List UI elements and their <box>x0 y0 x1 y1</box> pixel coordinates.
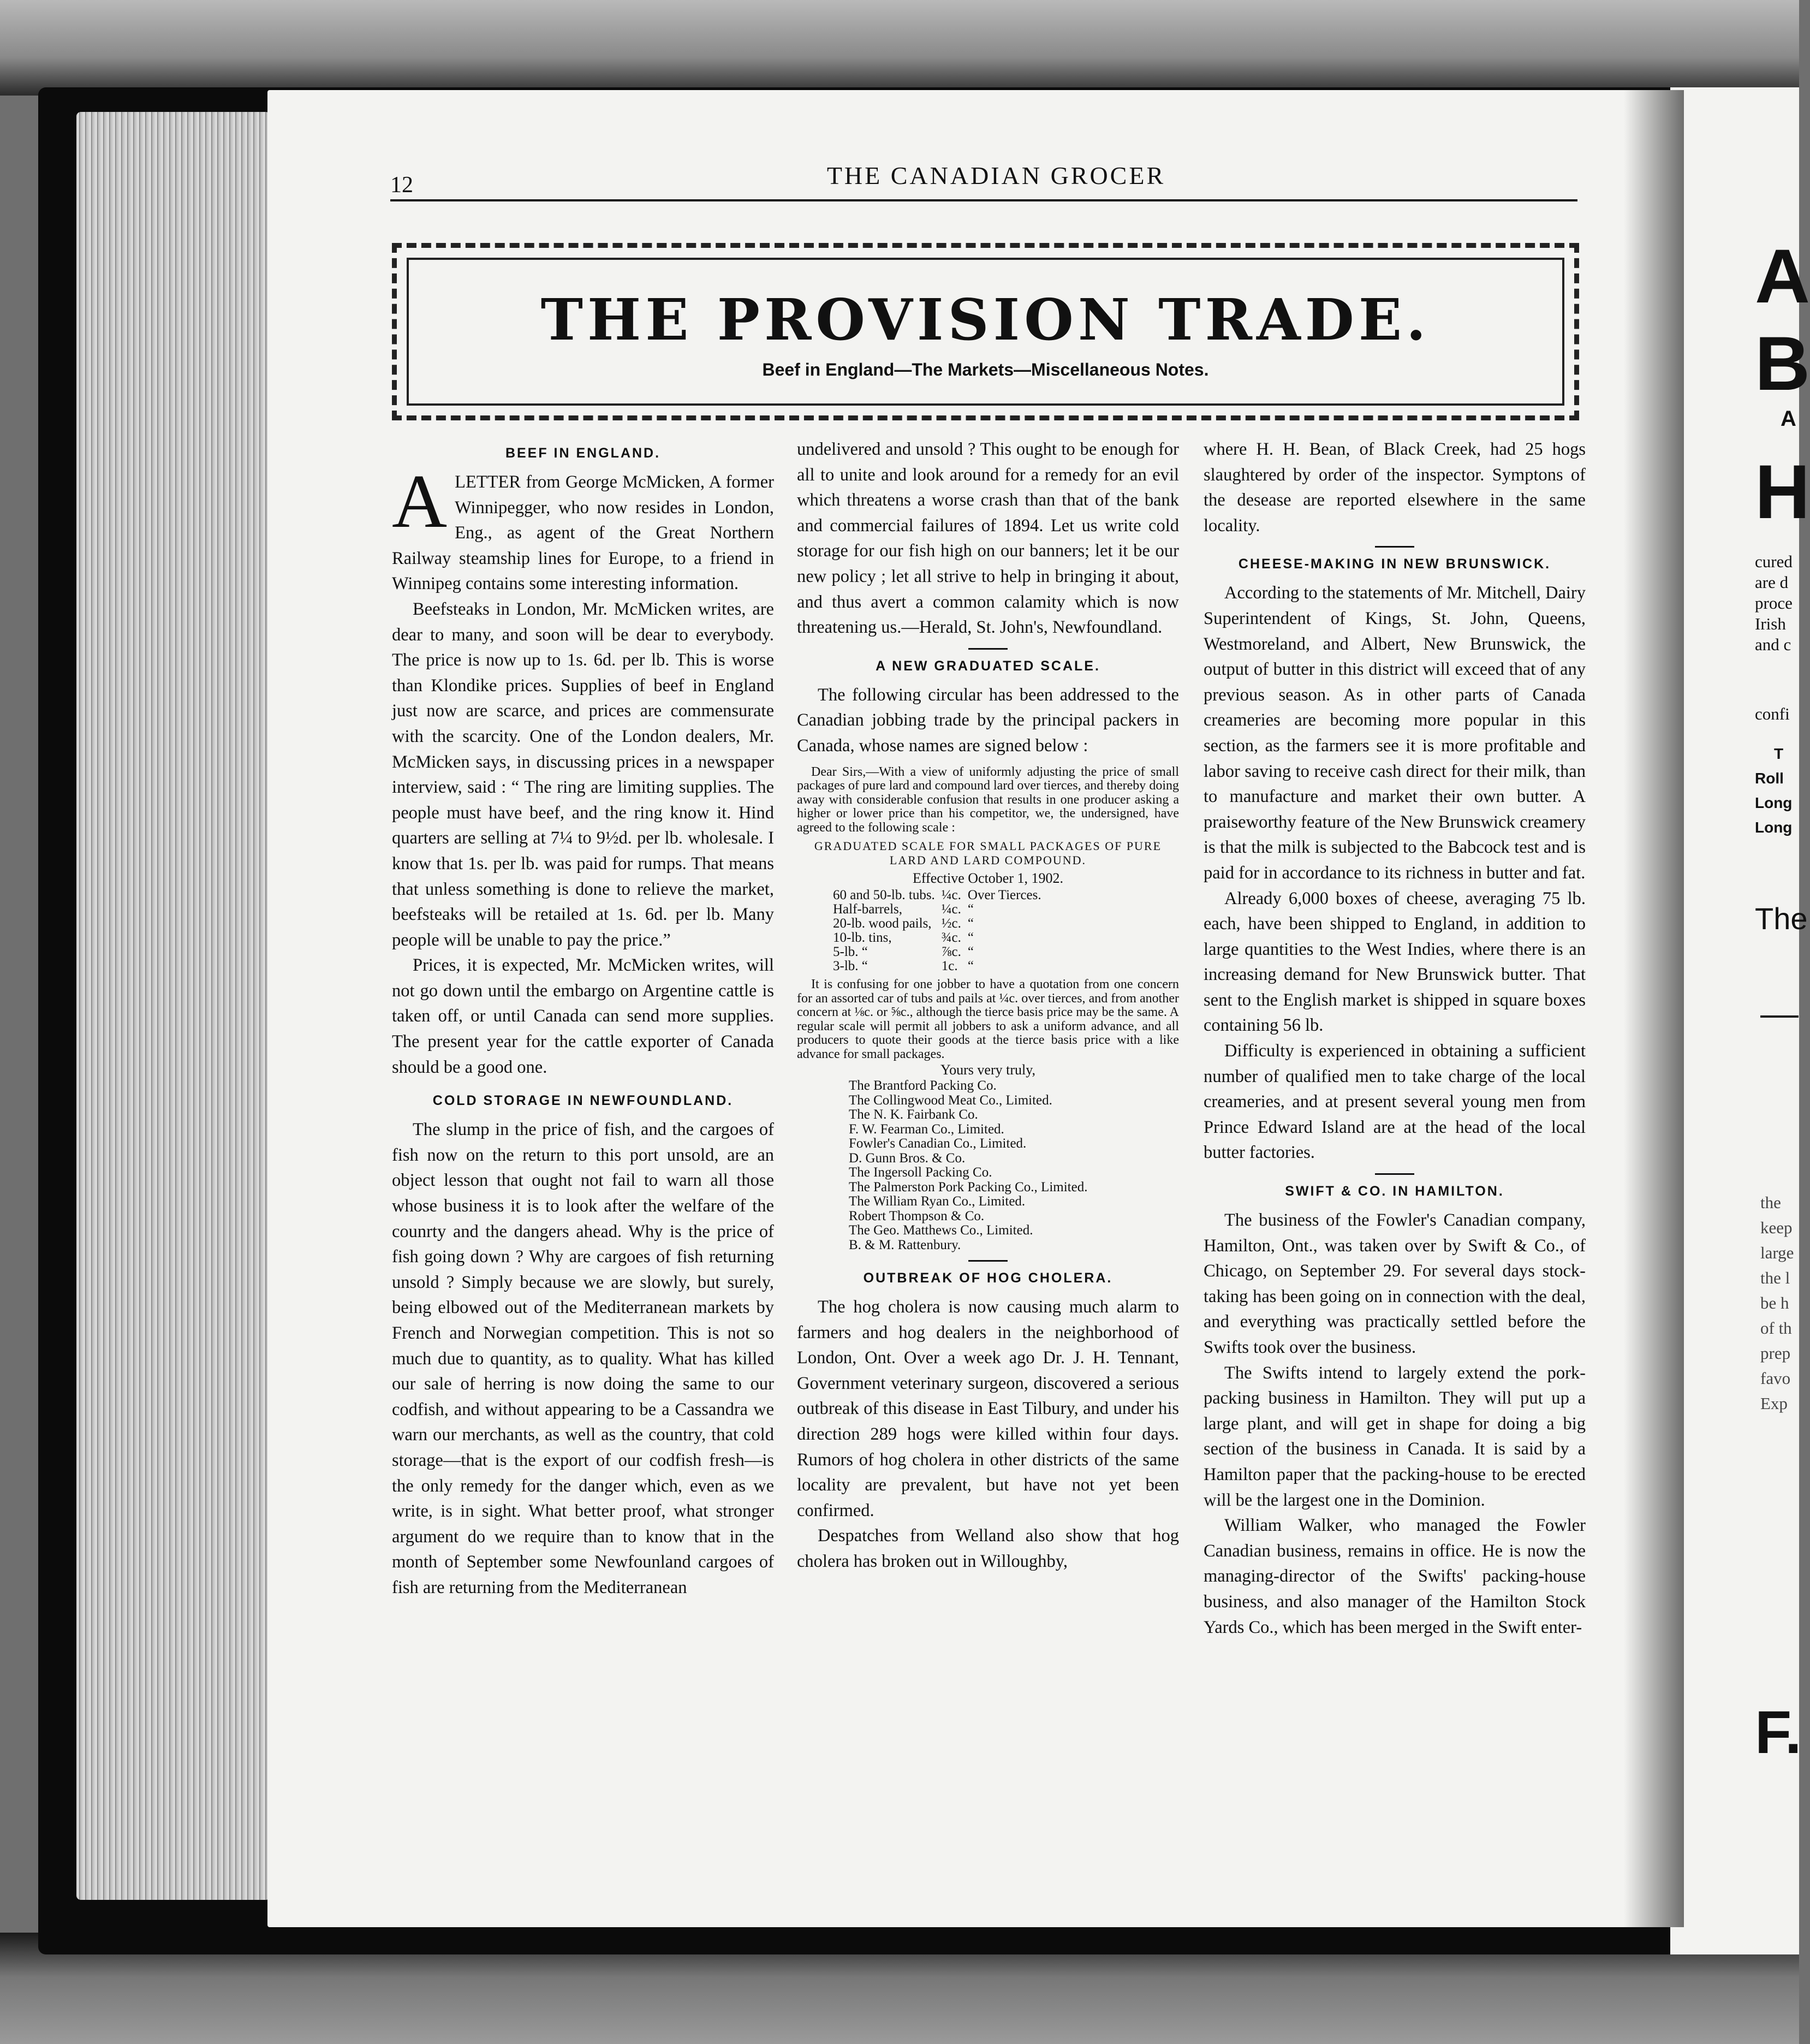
article-paragraph: The slump in the price of fish, and the cargoes of fish now on the return to this port unsold, are an object lesson that ought not fail to warn all those whose business it is to look after the welfare of the counrty and the dangers ahead. Why is the price of fish going down ? Why are cargoes of fish returning unsold ? Simply because we are slowly, but surely, being elbowed out of the Mediterranean markets by French and Norwegian competition. This is not so much due to quantity, as to quality. What has killed our sale of herring is now doing the same to our codfish, and without appearing to be a Cassandra we warn our merchants, as well as the country, that cold storage—that is the export of our codfish fresh—is the only remedy for the danger which, even as we write, is in sight. What better proof, what stronger argument do we require than to know that in the month of September some Newfounland cargoes of fish are returning from the Mediterranean <box>392 1120 774 1597</box>
page-edges <box>76 112 270 1900</box>
signer: The Collingwood Meat Co., Limited. <box>849 1092 1052 1108</box>
signer: The Ingersoll Packing Co. <box>849 1165 992 1180</box>
scale-cell-item: 5-lb. “ <box>833 944 868 960</box>
scale-cell-item: Half-barrels, <box>833 902 903 917</box>
article-paragraph: The Swifts intend to largely extend the pork-packing business in Hamilton. They will put up a large plant, and will get in shape for doing a big section of the business in Canada. It is said by a Hamilton paper that the packing-house to be erected will be the largest one in the Dominion. <box>1204 1363 1586 1510</box>
article-paragraph: Prices, it is expected, Mr. McMicken writes, will not go down until the embargo on Argentine cattle is taken off, or until Canada can send more supplies. The present year for the cattle exporter of Canada should be a good one. <box>392 955 774 1077</box>
spine-shadow <box>1624 90 1684 1927</box>
scale-cell-price: ½c. <box>941 916 961 931</box>
scale-row <box>830 917 1045 931</box>
section-divider <box>968 1260 1008 1262</box>
heading-swift-hamilton: SWIFT & CO. IN HAMILTON. <box>1285 1184 1504 1199</box>
scale-cell-item: 3-lb. “ <box>833 959 868 974</box>
facing-page-text: The <box>1755 901 1808 936</box>
section-divider <box>1375 1173 1414 1175</box>
signer: Robert Thompson & Co. <box>849 1208 985 1223</box>
signer: Fowler's Canadian Co., Limited. <box>849 1136 1027 1151</box>
banner-title: THE PROVISION TRADE. <box>540 286 1431 353</box>
scale-cell-note: Over Tierces. <box>967 888 1041 903</box>
facing-page-letter: B <box>1755 320 1810 406</box>
signer: The William Ryan Co., Limited. <box>849 1194 1026 1209</box>
facing-page-text: T <box>1774 745 1784 762</box>
paragraph-text: LETTER from George McMicken, A former Winnipegger, who now resides in London, Eng., as agent of the Great Northern Railway steamship lines for Europe, to a friend in Winnipeg contains some interesting information. <box>392 472 774 594</box>
scale-table-title: GRADUATED SCALE FOR SMALL PACKAGES OF PURE LARD AND LARD COMPOUND. <box>814 839 1162 867</box>
signer: The Geo. Matthews Co., Limited. <box>849 1223 1033 1238</box>
article-paragraph: The following circular has been addressed to the Canadian jobbing trade by the principal packers in Canada, whose names are signed below : <box>797 685 1179 756</box>
circular-letter <box>797 765 1179 835</box>
heading-beef-in-england: BEEF IN ENGLAND. <box>505 445 661 461</box>
signer: The N. K. Fairbank Co. <box>849 1107 978 1122</box>
article-paragraph: William Walker, who managed the Fowler Canadian business, remains in office. He is now the managing-director of the Swifts' packing-house business, and also manager of the Hamilton Stock Yards Co., which has been merged in the Swift enter- <box>1204 1516 1586 1637</box>
scale-row <box>830 945 1045 959</box>
scale-cell-price: ¾c. <box>941 930 961 946</box>
heading-cold-storage: COLD STORAGE IN NEWFOUNDLAND. <box>432 1093 734 1109</box>
scale-cell-note: “ <box>967 944 974 960</box>
article-paragraph: Despatches from Welland also show that hog cholera has broken out in Willoughby, <box>797 1526 1179 1571</box>
scale-cell-note: “ <box>967 959 974 974</box>
column-1 <box>392 437 774 1867</box>
facing-page-text: Long <box>1755 794 1793 811</box>
section-divider <box>968 648 1008 650</box>
scanner-background-top <box>0 0 1799 96</box>
heading-hog-cholera: OUTBREAK OF HOG CHOLERA. <box>863 1270 1113 1286</box>
scale-cell-item: 20-lb. wood pails, <box>833 916 932 931</box>
article-paragraph-continued: undelivered and unsold ? This ought to be enough for all to unite and look around for a remedy for an evil which threatens a worse crash than that of the bank and commercial failures of 1894. Let us write cold storage for our fish high on our banners; let it be our new policy ; let all strive to help in bringing it about, and thus avert a common calamity which is now threatening us.—Herald, St. John's, Newfoundland. <box>797 439 1179 638</box>
facing-page-letter: H <box>1755 449 1810 534</box>
heading-cheese-making: CHEESE-MAKING IN NEW BRUNSWICK. <box>1238 556 1551 572</box>
circular-text: It is confusing for one jobber to have a quotation from one concern for an assorted car of tubs and pails at ¼c. over tierces, and from another concern at ⅛c. or ⅝c., although the tierce basis price may be the same. A regular scale will permit all jobbers to ask a uniform advance, and all producers to quote their goods at the tierce basis price with a like advance for small packages. <box>797 977 1179 1061</box>
scale-cell-price: ⅞c. <box>941 944 961 960</box>
facing-page-letter: A <box>1781 407 1796 431</box>
scale-effective-date: Effective October 1, 1902. <box>912 870 1064 887</box>
banner-subtitle: Beef in England—The Markets—Miscellaneous Notes. <box>762 360 1209 379</box>
scale-cell-item: 10-lb. tins, <box>833 930 892 946</box>
scale-row <box>830 959 1045 973</box>
scale-table <box>830 888 1045 973</box>
article-paragraph: According to the statements of Mr. Mitchell, Dairy Superintendent of Kings, St. John, Queens, Westmoreland, and Albert, New Brunswick, the output of butter in this district will exceed that of any previous season. As in other parts of Canada creameries are becoming more popular in this section, as the farmers see it is more profitable and labor saving to receive cash direct for their milk, than to manufacture and market their own butter. A praiseworthy feature of the New Brunswick creamery is that the milk is subjected to the Babcock test and is paid for in accordance to its richness in butter and fat. <box>1204 583 1586 883</box>
facing-page-text: the keep large the l be h of th prep favo Exp <box>1760 1193 1794 1413</box>
facing-page-text: Roll <box>1755 770 1784 787</box>
scale-row <box>830 902 1045 917</box>
facing-page-text: Long <box>1755 819 1793 836</box>
continued-text <box>797 437 1179 1574</box>
circular-text: Dear Sirs,—With a view of uniformly adjusting the price of small packages of pure lard and compound lard over tierces, and thereby doing away with considerable confusion that results in one producer asking a higher or lower price than his competitor, we, the undersigned, have agreed to the following scale : <box>797 764 1179 835</box>
facing-page-text: confi <box>1755 704 1790 723</box>
signer: The Palmerston Pork Packing Co., Limited. <box>849 1179 1088 1195</box>
scale-cell-price: 1c. <box>941 959 958 974</box>
facing-page-rule <box>1760 1015 1799 1018</box>
article-paragraph: Beefsteaks in London, Mr. McMicken writes, are dear to many, and soon will be dear to everybody. The price is now up to 1s. 6d. per lb. This is worse than Klondike prices. Supplies of beef in England just now are scarce, and prices are commensurate with the scarcity. One of the London dealers, Mr. McMicken says, in discussing prices in a newspaper interview, said : “ The ring are limiting supplies. The people must have beef, and the ring know it. Hind quarters are selling at 7¼ to 9½d. per lb. wholesale. I know that 1s. per lb. was paid for rumps. That means that unless something is done to relieve the market, beefsteaks will be retailed at 1s. 6d. per lb. Many people will be unable to pay the price.” <box>392 599 774 950</box>
article-paragraph-continued: where H. H. Bean, of Black Creek, had 25 hogs slaughtered by order of the inspector. Symptons of the desease are reported elsewhere in the same locality. <box>1204 439 1586 536</box>
scale-cell-price: ¼c. <box>941 902 961 917</box>
header-rule <box>390 199 1577 201</box>
column-3 <box>1204 437 1586 1867</box>
facing-page-text: cured are d proce Irish and c <box>1755 552 1793 654</box>
heading-new-graduated-scale: A NEW GRADUATED SCALE. <box>876 658 1100 674</box>
running-title: THE CANADIAN GROCER <box>826 162 1166 189</box>
signer: B. & M. Rattenbury. <box>849 1237 961 1252</box>
scale-row <box>830 931 1045 945</box>
scale-cell-note: “ <box>967 930 974 946</box>
article-paragraph <box>392 459 774 597</box>
scale-row <box>830 888 1045 902</box>
column-2 <box>797 437 1179 1867</box>
signer: F. W. Fearman Co., Limited. <box>849 1121 1004 1137</box>
circular-letter <box>797 978 1179 1061</box>
article-paragraph: Difficulty is experienced in obtaining a sufficient number of qualified men to take charge of the local creameries, and at present several young men from Prince Edward Island are at the head of the local butter factories. <box>1204 1041 1586 1163</box>
signer-list <box>849 1079 1179 1252</box>
scale-cell-note: “ <box>967 916 974 931</box>
section-banner <box>392 243 1579 420</box>
facing-page-letter: F. <box>1755 1699 1802 1766</box>
scale-cell-note: “ <box>967 902 974 917</box>
signer: The Brantford Packing Co. <box>849 1078 997 1094</box>
facing-page-letter: A <box>1755 233 1810 319</box>
section-divider <box>1375 546 1414 548</box>
article-paragraph: The business of the Fowler's Canadian company, Hamilton, Ont., was taken over by Swift & Co., of Chicago, on September 29. For several days stock-taking has been going on in connection with the deal, and everything was practically settled before the Swifts took over the business. <box>1204 1210 1586 1357</box>
page-number: 12 <box>390 173 413 198</box>
drop-cap: A <box>392 459 448 544</box>
letter-closing: Yours very truly, <box>940 1062 1036 1078</box>
scale-cell-price: ¼c. <box>941 888 961 903</box>
article-paragraph: Already 6,000 boxes of cheese, averaging 75 lb. each, have been shipped to England, in addition to large quantities to the West Indies, where there is an increasing demand for New Brunswick butter. That sent to the English market is shipped in square boxes containing 56 lb. <box>1204 888 1586 1036</box>
article-paragraph: The hog cholera is now causing much alarm to farmers and hog dealers in the neighborhood of London, Ont. Over a week ago Dr. J. H. Tennant, Government veterinary surgeon, discovered a serious outbreak of this disease in East Tilbury, and under his direction 289 hogs were killed within four days. Rumors of hog cholera in other districts of the same locality are prevalent, but have not yet been confirmed. <box>797 1297 1179 1520</box>
scale-cell-item: 60 and 50-lb. tubs. <box>833 888 935 903</box>
signer: D. Gunn Bros. & Co. <box>849 1150 966 1166</box>
